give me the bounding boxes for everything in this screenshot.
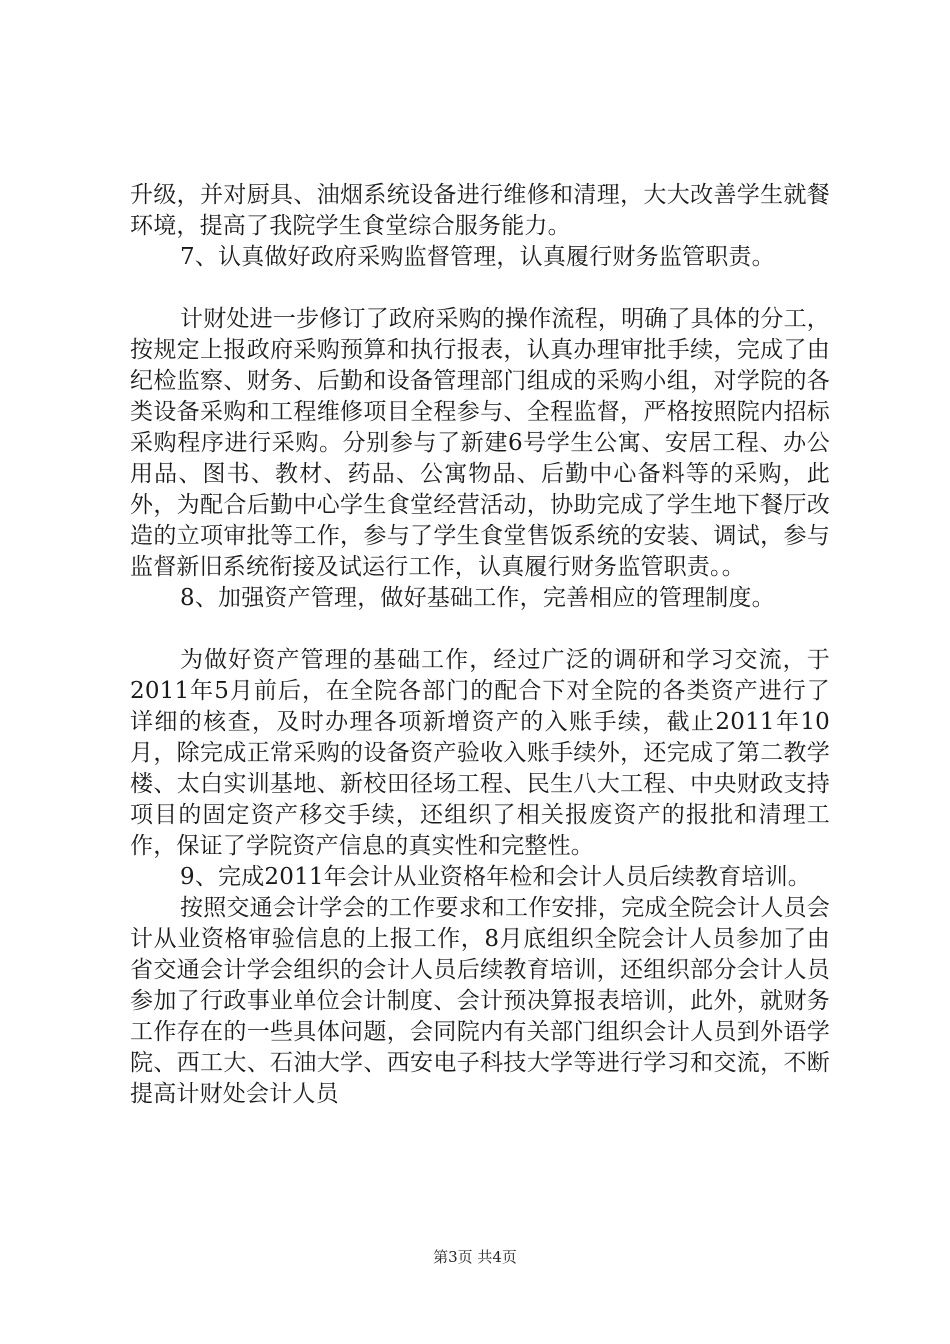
paragraph-asset-management: 为做好资产管理的基础工作，经过广泛的调研和学习交流，于2011年5月前后，在全院各部门的配合下对全院的各类资产进行了详细的核查，及时办理各项新增资产的入账手续，截止2011年10月，除完成正常采购的设备资产验收入账手续外，还完成了第二教学楼、太白实训基地、新校田径场工程、民生八大工程、中央财政支持项目的固定资产移交手续，还组织了相关报废资产的报批和清理工作，保证了学院资产信息的真实性和完整性。 <box>130 647 830 859</box>
section-heading-7: 7、认真做好政府采购监督管理，认真履行财务监管职责。 <box>180 244 775 270</box>
paragraph-continuation: 升级，并对厨具、油烟系统设备进行维修和清理，大大改善学生就餐环境，提高了我院学生食堂综合服务能力。 <box>130 182 830 239</box>
paragraph-procurement: 计财处进一步修订了政府采购的操作流程，明确了具体的分工，按规定上报政府采购预算和执行报表，认真办理审批手续，完成了由纪检监察、财务、后勤和设备管理部门组成的采购小组，对学院的各类设备采购和工程维修项目全程参与、全程监督，严格按照院内招标采购程序进行采购。分别参与了新建6号学生公寓、安居工程、办公用品、图书、教材、药品、公寓物品、后勤中心备料等的采购，此外，为配合后勤中心学生食堂经营活动，协助完成了学生地下餐厅改造的立项审批等工作，参与了学生食堂售饭系统的安装、调试，参与监督新旧系统衔接及试运行工作，认真履行财务监管职责。。 <box>130 306 830 580</box>
page-number-footer: 第3页 共4页 <box>433 1248 517 1266</box>
document-body <box>130 180 830 1110</box>
section-heading-8: 8、加强资产管理，做好基础工作，完善相应的管理制度。 <box>180 585 775 611</box>
section-heading-9: 9、完成2011年会计从业资格年检和会计人员后续教育培训。 <box>180 864 811 890</box>
paragraph-accounting-training: 按照交通会计学会的工作要求和工作安排，完成全院会计人员会计从业资格审验信息的上报工作，8月底组织全院会计人员参加了由省交通会计学会组织的会计人员后续教育培训，还组织部分会计人员参加了行政事业单位会计制度、会计预决算报表培训，此外，就财务工作存在的一些具体问题，会同院内有关部门组织会计人员到外语学院、西工大、石油大学、西安电子科技大学等进行学习和交流，不断提高计财处会计人员 <box>130 895 830 1107</box>
paragraph-spacer <box>130 273 830 304</box>
paragraph-spacer <box>130 614 830 645</box>
